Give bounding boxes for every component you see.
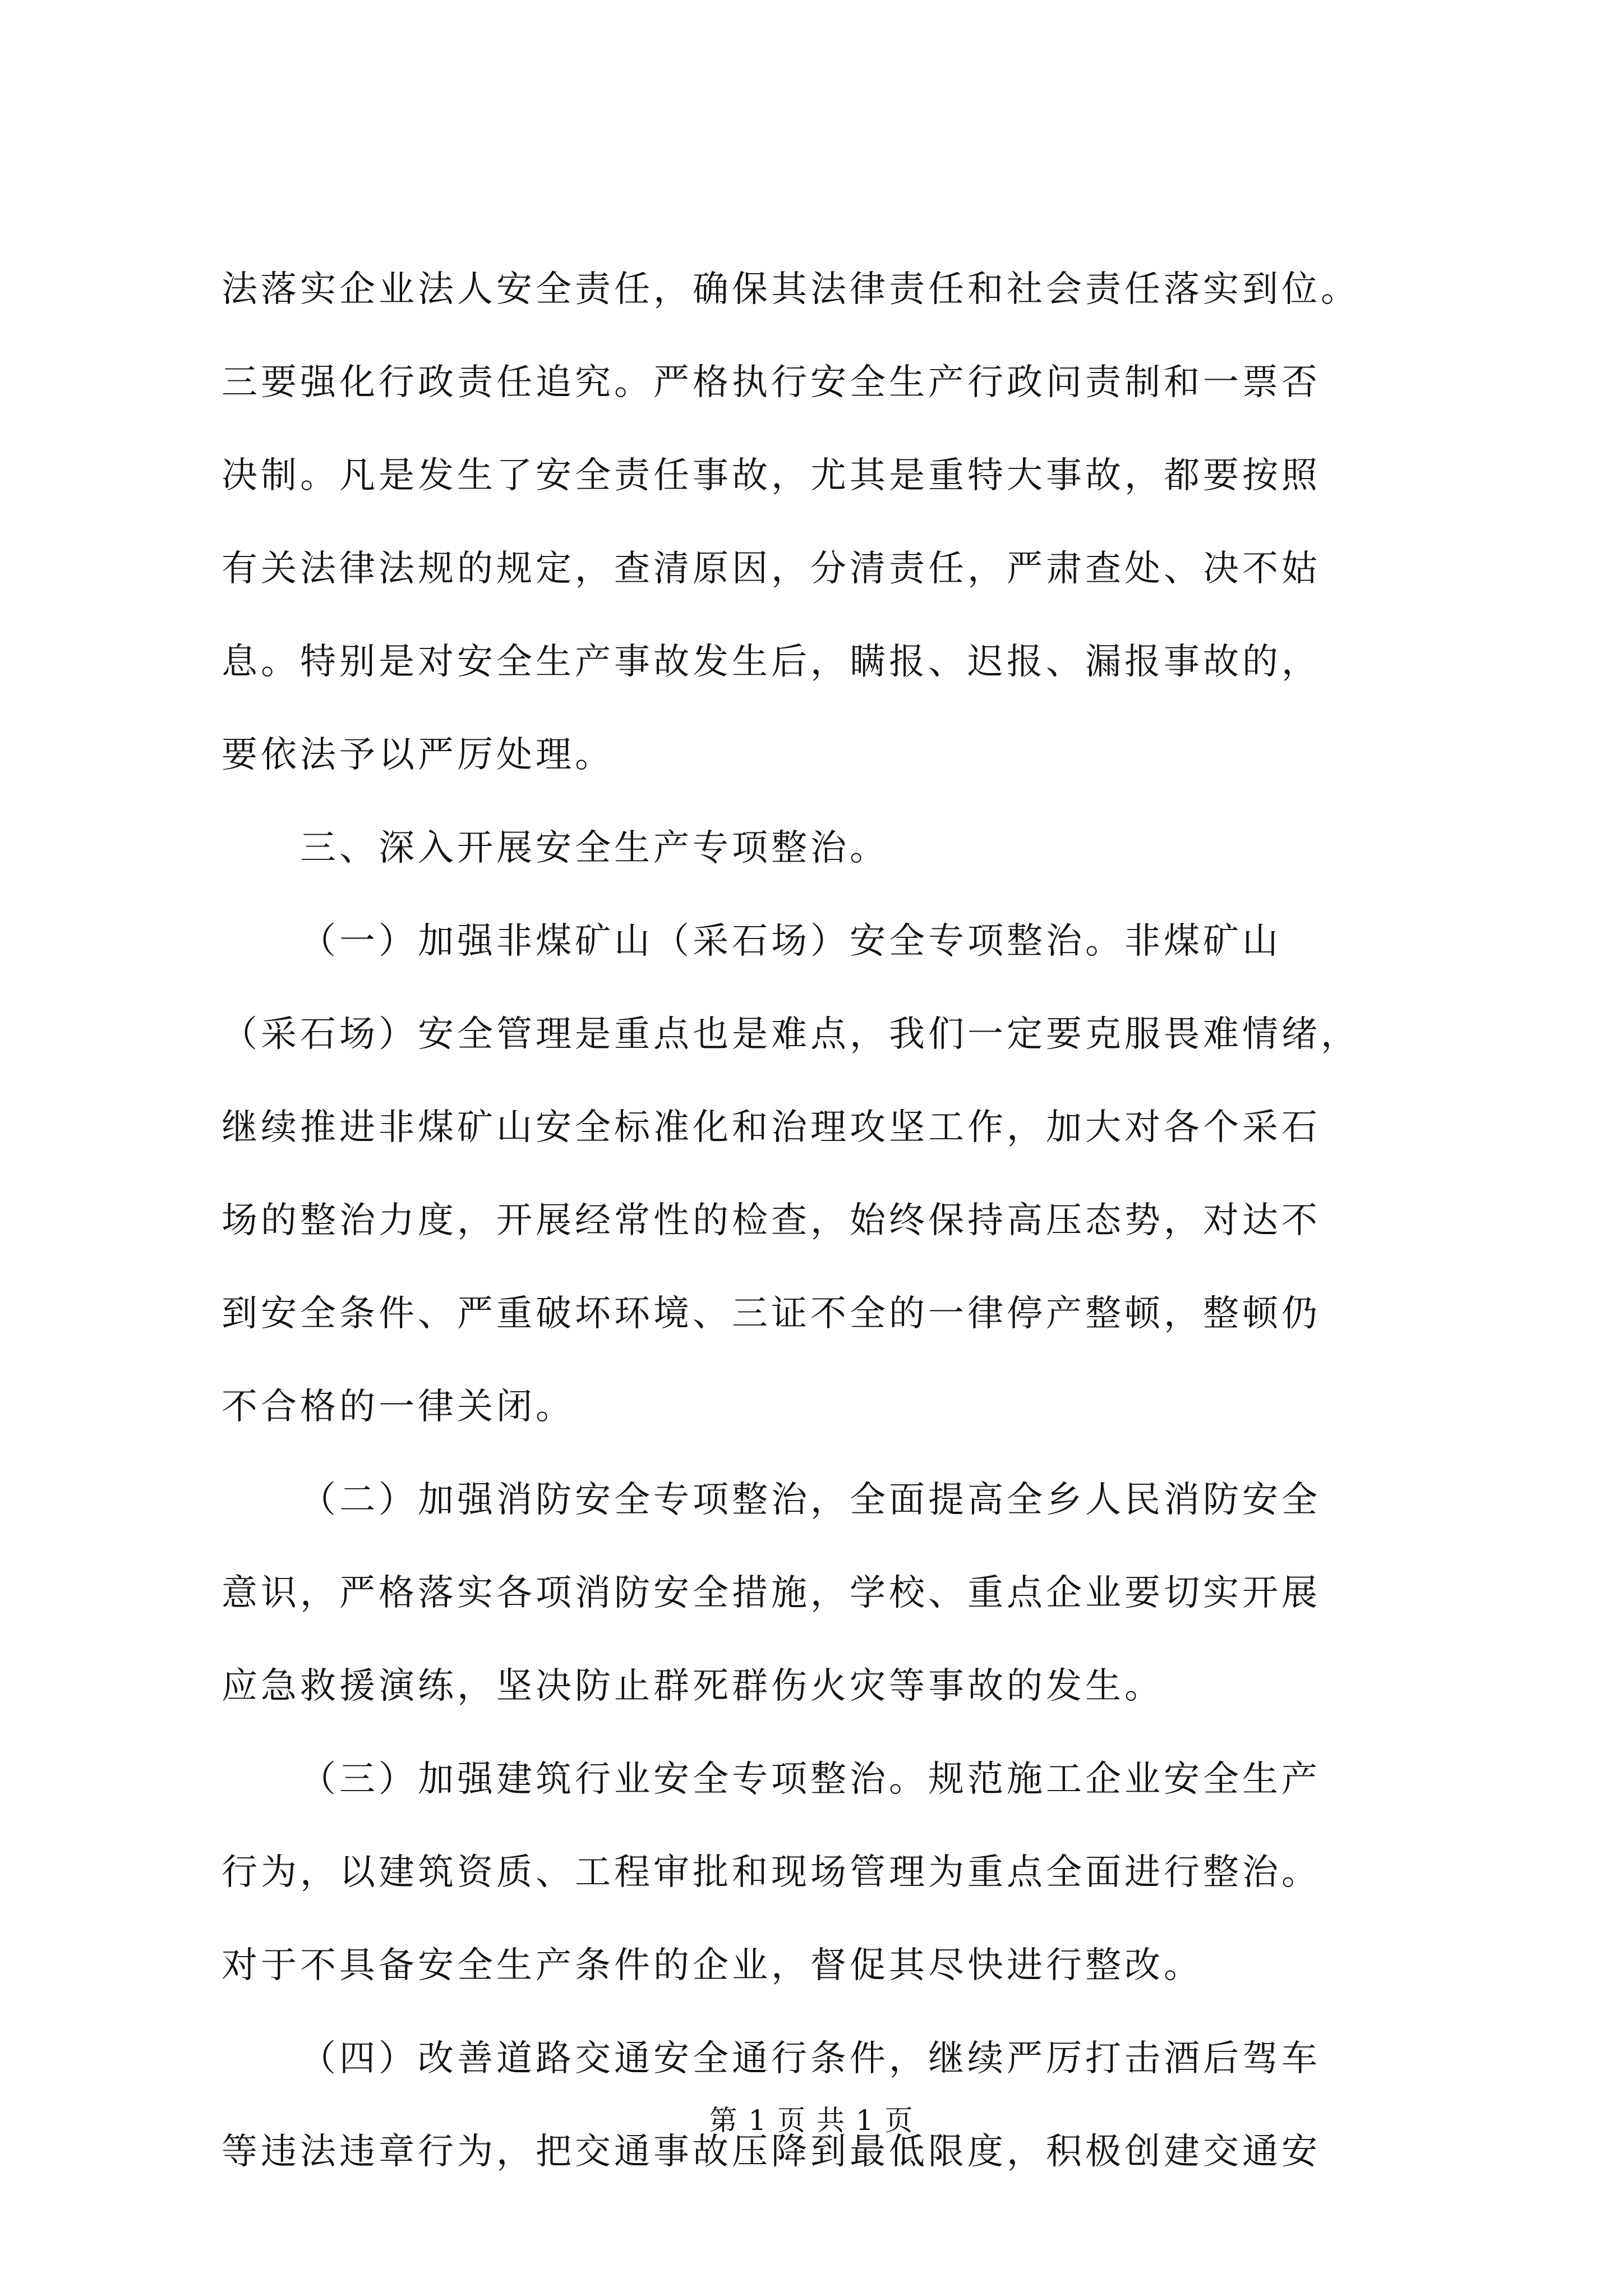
text-line: 等违法违章行为，把交通事故压降到最低限度，积极创建交通安: [222, 2131, 1321, 2173]
text-line: 法落实企业法人安全责任，确保其法律责任和社会责任落实到位。: [222, 269, 1360, 310]
text-line: 息。特别是对安全生产事故发生后，瞒报、迟报、漏报事故的，: [222, 641, 1321, 683]
paragraph-start: （二）加强消防安全专项整治，全面提高全乡人民消防安全: [300, 1479, 1321, 1521]
text-line: 要依法予以严厉处理。: [222, 734, 614, 776]
paragraph-start: （一）加强非煤矿山（采石场）安全专项整治。非煤矿山: [300, 921, 1281, 962]
text-line: 意识，严格落实各项消防安全措施，学校、重点企业要切实开展: [222, 1572, 1321, 1614]
text-line: 对于不具备安全生产条件的企业，督促其尽快进行整改。: [222, 1945, 1203, 1986]
text-line: 应急救援演练，坚决防止群死群伤火灾等事故的发生。: [222, 1665, 1164, 1707]
section-heading: 三、深入开展安全生产专项整治。: [300, 827, 889, 869]
text-line: 场的整治力度，开展经常性的检查，始终保持高压态势，对达不: [222, 1200, 1321, 1241]
text-line: 不合格的一律关闭。: [222, 1386, 575, 1428]
text-line: 行为，以建筑资质、工程审批和现场管理为重点全面进行整治。: [222, 1852, 1321, 1893]
text-line: 到安全条件、严重破坏环境、三证不全的一律停产整顿，整顿仍: [222, 1293, 1321, 1335]
text-line: 三要强化行政责任追究。严格执行安全生产行政问责制和一票否: [222, 362, 1321, 403]
paragraph-start: （四）改善道路交通安全通行条件，继续严厉打击酒后驾车: [300, 2038, 1321, 2079]
paragraph-start: （三）加强建筑行业安全专项整治。规范施工企业安全生产: [300, 1759, 1321, 1800]
text-line: 有关法律法规的规定，查清原因，分清责任，严肃查处、决不姑: [222, 548, 1321, 590]
page-footer: 第 1 页 共 1 页: [709, 2104, 914, 2137]
text-line: （采石场）安全管理是重点也是难点，我们一定要克服畏难情绪，: [222, 1014, 1360, 1055]
text-line: 继续推进非煤矿山安全标准化和治理攻坚工作，加大对各个采石: [222, 1107, 1321, 1148]
text-line: 决制。凡是发生了安全责任事故，尤其是重特大事故，都要按照: [222, 455, 1321, 496]
